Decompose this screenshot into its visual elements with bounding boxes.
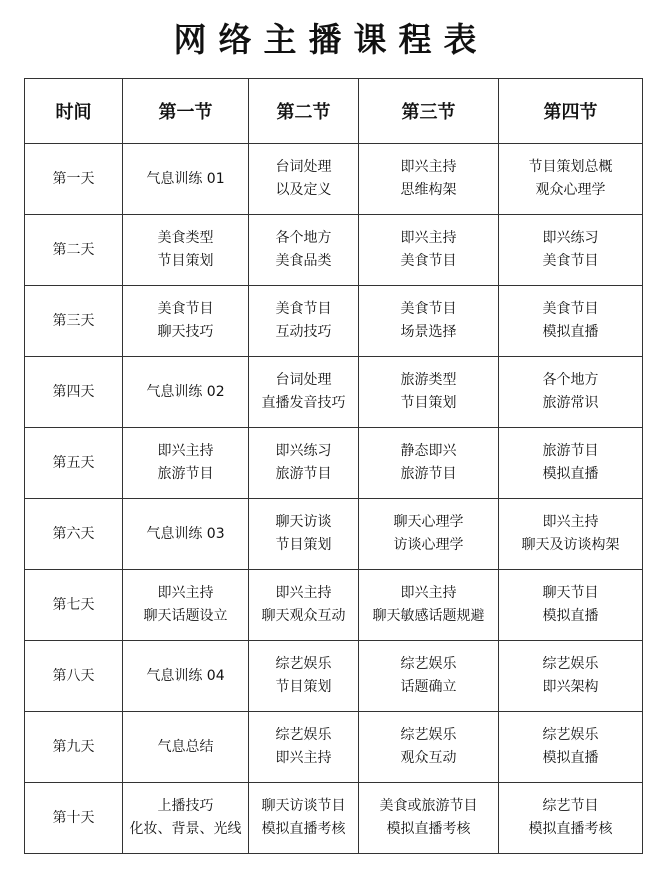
session-cell-line: 直播发音技巧 [261,395,346,411]
session-cell [123,712,249,783]
session-cell-line: 即兴主持 [542,514,599,530]
table-row [25,428,643,499]
session-cell-line: 即兴主持 [275,585,332,601]
day-cell: 第九天 [25,712,123,783]
session-cell-line: 气息训练 04 [146,667,225,684]
session-cell-line: 模拟直播考核 [528,821,613,837]
session-cell-line: 互动技巧 [275,324,332,340]
day-cell: 第三天 [25,286,123,357]
session-cell-line: 旅游常识 [542,395,599,411]
header-session-2: 第二节 [249,79,359,144]
session-cell-line: 聊天访谈节目 [261,798,346,814]
session-cell-line: 即兴主持 [157,585,214,601]
session-cell [359,144,499,215]
page-title: 网络主播课程表 [173,20,489,59]
day-cell: 第四天 [25,357,123,428]
session-cell-line: 上播技巧 [157,798,214,814]
session-cell [123,357,249,428]
session-cell [123,215,249,286]
day-cell: 第一天 [25,144,123,215]
session-cell [499,144,643,215]
session-cell [359,215,499,286]
session-cell [123,783,249,854]
table-row [25,712,643,783]
session-cell [249,499,359,570]
session-cell-line: 聊天节目 [542,585,599,601]
session-cell-line: 美食品类 [275,253,332,269]
session-cell-line: 气息训练 01 [146,170,225,187]
session-cell-line: 访谈心理学 [393,537,464,553]
session-cell [123,286,249,357]
session-cell-line: 综艺娱乐 [400,656,457,672]
session-cell-line: 气息训练 02 [146,383,225,400]
table-row [25,215,643,286]
session-cell [249,286,359,357]
session-cell [499,428,643,499]
session-cell-line: 即兴主持 [157,443,214,459]
session-cell-line: 聊天心理学 [393,514,464,530]
session-cell-line: 聊天技巧 [157,324,214,340]
session-cell-line: 台词处理 [275,159,332,175]
session-cell [123,428,249,499]
table-row [25,286,643,357]
session-cell-line: 即兴主持 [275,750,332,766]
session-cell-line: 各个地方 [542,372,599,388]
session-cell-line: 聊天及访谈构架 [521,537,620,553]
session-cell-line: 即兴架构 [542,679,599,695]
session-cell-line: 综艺节目 [542,798,599,814]
session-cell-line: 美食节目 [275,301,332,317]
day-cell: 第二天 [25,215,123,286]
session-cell [499,783,643,854]
session-cell [249,641,359,712]
session-cell [359,570,499,641]
session-cell-line: 即兴主持 [400,230,457,246]
session-cell-line: 美食节目 [400,253,457,269]
header-session-3: 第三节 [359,79,499,144]
session-cell-line: 静态即兴 [400,443,457,459]
session-cell-line: 节目策划 [275,537,332,553]
session-cell-line: 即兴练习 [542,230,599,246]
table-row [25,570,643,641]
table-row [25,499,643,570]
header-session-1: 第一节 [123,79,249,144]
table-header [25,79,643,144]
session-cell-line: 综艺娱乐 [275,656,332,672]
session-cell [499,499,643,570]
session-cell-line: 气息训练 03 [146,525,225,542]
header-time: 时间 [25,79,123,144]
session-cell-line: 观众互动 [400,750,457,766]
session-cell-line: 美食节目 [542,301,599,317]
session-cell [249,215,359,286]
session-cell [359,641,499,712]
session-cell [499,215,643,286]
session-cell-line: 气息总结 [157,738,214,755]
header-row [25,79,643,144]
session-cell-line: 节目策划 [400,395,457,411]
session-cell [249,357,359,428]
session-cell-line: 聊天观众互动 [261,608,346,624]
session-cell [359,428,499,499]
day-cell: 第六天 [25,499,123,570]
session-cell-line: 旅游节目 [275,466,332,482]
table-row [25,144,643,215]
session-cell [249,428,359,499]
session-cell-line: 聊天敏感话题规避 [372,608,485,624]
table-row [25,357,643,428]
session-cell-line: 话题确立 [400,679,457,695]
session-cell-line: 模拟直播 [542,750,599,766]
session-cell-line: 综艺娱乐 [275,727,332,743]
session-cell [499,286,643,357]
session-cell [359,286,499,357]
session-cell-line: 综艺娱乐 [542,727,599,743]
session-cell-line: 聊天话题设立 [143,608,228,624]
session-cell [499,357,643,428]
session-cell-line: 旅游节目 [157,466,214,482]
session-cell-line: 化妆、背景、光线 [129,821,242,837]
session-cell-line: 美食类型 [157,230,214,246]
session-cell-line: 节目策划 [157,253,214,269]
day-cell: 第七天 [25,570,123,641]
session-cell-line: 即兴主持 [400,159,457,175]
session-cell [499,641,643,712]
session-cell-line: 综艺娱乐 [400,727,457,743]
session-cell-line: 旅游类型 [400,372,457,388]
session-cell [249,783,359,854]
session-cell [359,712,499,783]
session-cell-line: 场景选择 [400,324,457,340]
day-cell: 第八天 [25,641,123,712]
header-session-4: 第四节 [499,79,643,144]
session-cell-line: 综艺娱乐 [542,656,599,672]
session-cell-line: 模拟直播考核 [386,821,471,837]
session-cell-line: 模拟直播 [542,608,599,624]
session-cell [499,570,643,641]
session-cell [123,499,249,570]
session-cell [249,570,359,641]
session-cell [359,357,499,428]
table-row [25,641,643,712]
session-cell-line: 美食节目 [542,253,599,269]
session-cell-line: 观众心理学 [535,182,606,198]
session-cell-line: 聊天访谈 [275,514,332,530]
session-cell-line: 模拟直播 [542,324,599,340]
session-cell-line: 节目策划 [275,679,332,695]
session-cell [123,641,249,712]
session-cell-line: 节目策划总概 [528,159,613,175]
session-cell-line: 旅游节目 [400,466,457,482]
course-schedule-table [24,78,643,854]
session-cell-line: 台词处理 [275,372,332,388]
session-cell-line: 模拟直播 [542,466,599,482]
session-cell [123,570,249,641]
session-cell-line: 即兴主持 [400,585,457,601]
session-cell-line: 各个地方 [275,230,332,246]
session-cell-line: 以及定义 [275,182,332,198]
session-cell [123,144,249,215]
session-cell-line: 思维构架 [400,182,457,198]
session-cell [359,499,499,570]
day-cell: 第十天 [25,783,123,854]
session-cell [249,712,359,783]
table-body [25,144,643,854]
session-cell-line: 美食节目 [157,301,214,317]
session-cell [249,144,359,215]
session-cell [499,712,643,783]
session-cell-line: 模拟直播考核 [261,821,346,837]
session-cell-line: 美食节目 [400,301,457,317]
session-cell-line: 旅游节目 [542,443,599,459]
day-cell: 第五天 [25,428,123,499]
session-cell [359,783,499,854]
table-row [25,783,643,854]
session-cell-line: 美食或旅游节目 [379,798,478,814]
session-cell-line: 即兴练习 [275,443,332,459]
